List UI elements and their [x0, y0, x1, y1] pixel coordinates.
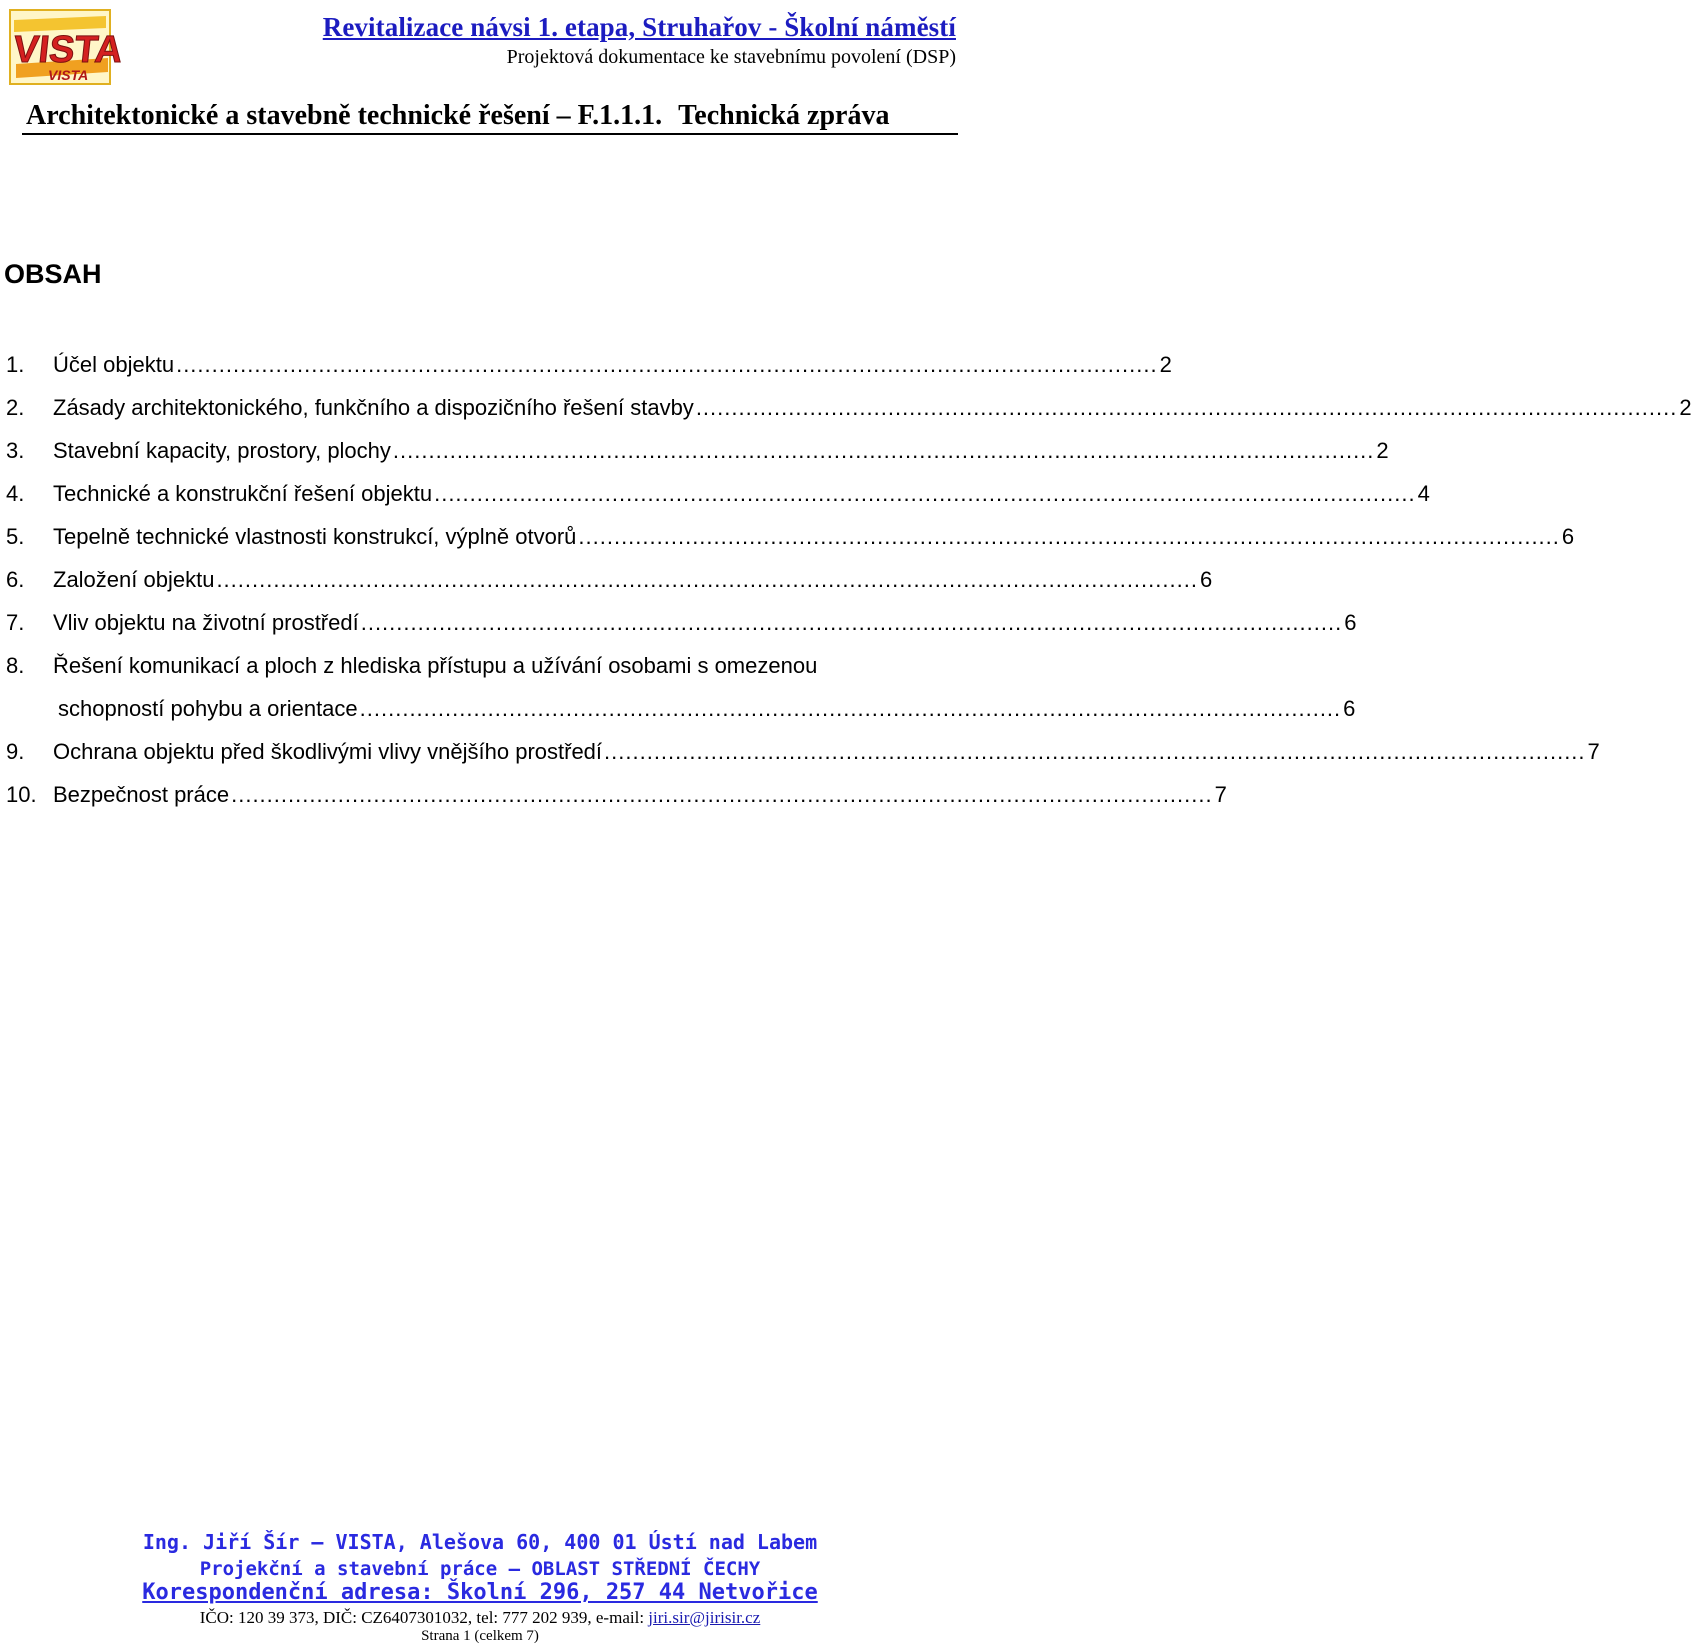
- footer-company-line: Ing. Jiří Šír – VISTA, Alešova 60, 400 01 Ústí nad Labem: [142, 1530, 818, 1554]
- document-subtitle: Projektová dokumentace ke stavebnímu povolení (DSP): [506, 46, 956, 68]
- footer-correspondence-address: Korespondenční adresa: Školní 296, 257 44 Netvořice: [142, 1580, 818, 1605]
- toc-leader: ..........................................................................................................................................: [360, 610, 1343, 635]
- toc-leader: ..........................................................................................................................................: [216, 567, 1198, 592]
- toc-item-page: 6: [1343, 696, 1356, 721]
- toc-item-label: Bezpečnost práce: [53, 782, 230, 807]
- toc-item-number: 3.: [6, 438, 25, 463]
- toc-item-number: 1.: [6, 352, 25, 377]
- footer-services-line: Projekční a stavební práce – OBLAST STŘEDNÍ ČECHY: [199, 1558, 761, 1580]
- toc-item-number: 2.: [6, 395, 25, 420]
- toc-item[interactable]: [6, 429, 1389, 472]
- toc-item[interactable]: [6, 558, 1213, 601]
- toc-item[interactable]: [6, 472, 1430, 515]
- toc-item-page: 4: [1417, 481, 1430, 506]
- toc-item[interactable]: [6, 515, 1575, 558]
- toc-leader: ..........................................................................................................................................: [359, 696, 1342, 721]
- toc-item[interactable]: [6, 601, 1357, 644]
- toc-leader: ..........................................................................................................................................: [578, 524, 1560, 549]
- toc-item-label: Stavební kapacity, prostory, plochy: [53, 438, 391, 463]
- page-number: Strana 1 (celkem 7): [421, 1628, 539, 1644]
- toc-item-label: Ochrana objektu před škodlivými vlivy vnějšího prostředí: [53, 739, 603, 764]
- toc-item-label: Technické a konstrukční řešení objektu: [53, 481, 433, 506]
- footer-email-link[interactable]: jiri.sir@jirisir.cz: [648, 1608, 761, 1627]
- footer-ids-phone: IČO: 120 39 373, DIČ: CZ6407301032, tel: 777 202 939, e-mail:: [199, 1608, 649, 1627]
- toc-item-page: 2: [1376, 438, 1389, 463]
- toc-item-label: Založení objektu: [53, 567, 215, 592]
- toc-leader: ..........................................................................................................................................: [604, 739, 1586, 764]
- toc-item-page: 7: [1214, 782, 1227, 807]
- svg-text:VISTA: VISTA: [11, 29, 125, 71]
- vista-logo: [8, 6, 124, 88]
- header-rule: [22, 133, 958, 135]
- toc-heading: OBSAH: [4, 259, 102, 289]
- toc-item[interactable]: [6, 343, 1172, 386]
- table-of-contents: [6, 343, 1692, 816]
- toc-leader: ..........................................................................................................................................: [176, 352, 1158, 377]
- toc-item-label: Účel objektu: [53, 352, 175, 377]
- toc-item-number: 4.: [6, 481, 25, 506]
- toc-leader: ..........................................................................................................................................: [695, 395, 1678, 420]
- toc-item-number: 7.: [6, 610, 25, 635]
- toc-item-page: 6: [1561, 524, 1575, 549]
- toc-leader: ..........................................................................................................................................: [434, 481, 1416, 506]
- toc-item-number: 8.: [6, 653, 25, 678]
- section-title: [26, 100, 889, 132]
- toc-item-number: 10.: [6, 782, 37, 807]
- toc-item-page: 7: [1587, 739, 1600, 764]
- toc-leader: ..........................................................................................................................................: [392, 438, 1375, 463]
- toc-item-number: 6.: [6, 567, 25, 592]
- toc-item[interactable]: [6, 730, 1600, 773]
- toc-item-page: 6: [1344, 610, 1357, 635]
- toc-item-label: Řešení komunikací a ploch z hlediska přístupu a užívání osobami s omezenou: [53, 653, 818, 678]
- toc-item-label: Zásady architektonického, funkčního a dispozičního řešení stavby: [53, 395, 694, 420]
- document-project-title: Revitalizace návsi 1. etapa, Struhařov - Školní náměstí: [322, 12, 956, 42]
- section-title-left: Architektonické a stavebně technické řešení – F.1.1.1.: [26, 100, 663, 131]
- toc-item-label: Vliv objektu na životní prostředí: [53, 610, 359, 635]
- toc-item-label-continued: schopností pohybu a orientace: [58, 696, 358, 721]
- toc-item-page: 2: [1679, 395, 1692, 420]
- toc-item[interactable]: [6, 644, 1356, 730]
- toc-item[interactable]: [6, 773, 1227, 816]
- footer-contact-line: [0, 1608, 960, 1628]
- toc-item-page: 6: [1199, 567, 1213, 592]
- toc-item-number: 5.: [6, 524, 25, 549]
- section-title-right: Technická zpráva: [678, 100, 890, 131]
- toc-item-label: Tepelně technické vlastnosti konstrukcí, výplně otvorů: [53, 524, 577, 549]
- toc-item[interactable]: [6, 386, 1692, 429]
- svg-text:VISTA: VISTA: [48, 67, 89, 83]
- toc-item-page: 2: [1159, 352, 1172, 377]
- toc-item-number: 9.: [6, 739, 25, 764]
- toc-leader: ..........................................................................................................................................: [231, 782, 1213, 807]
